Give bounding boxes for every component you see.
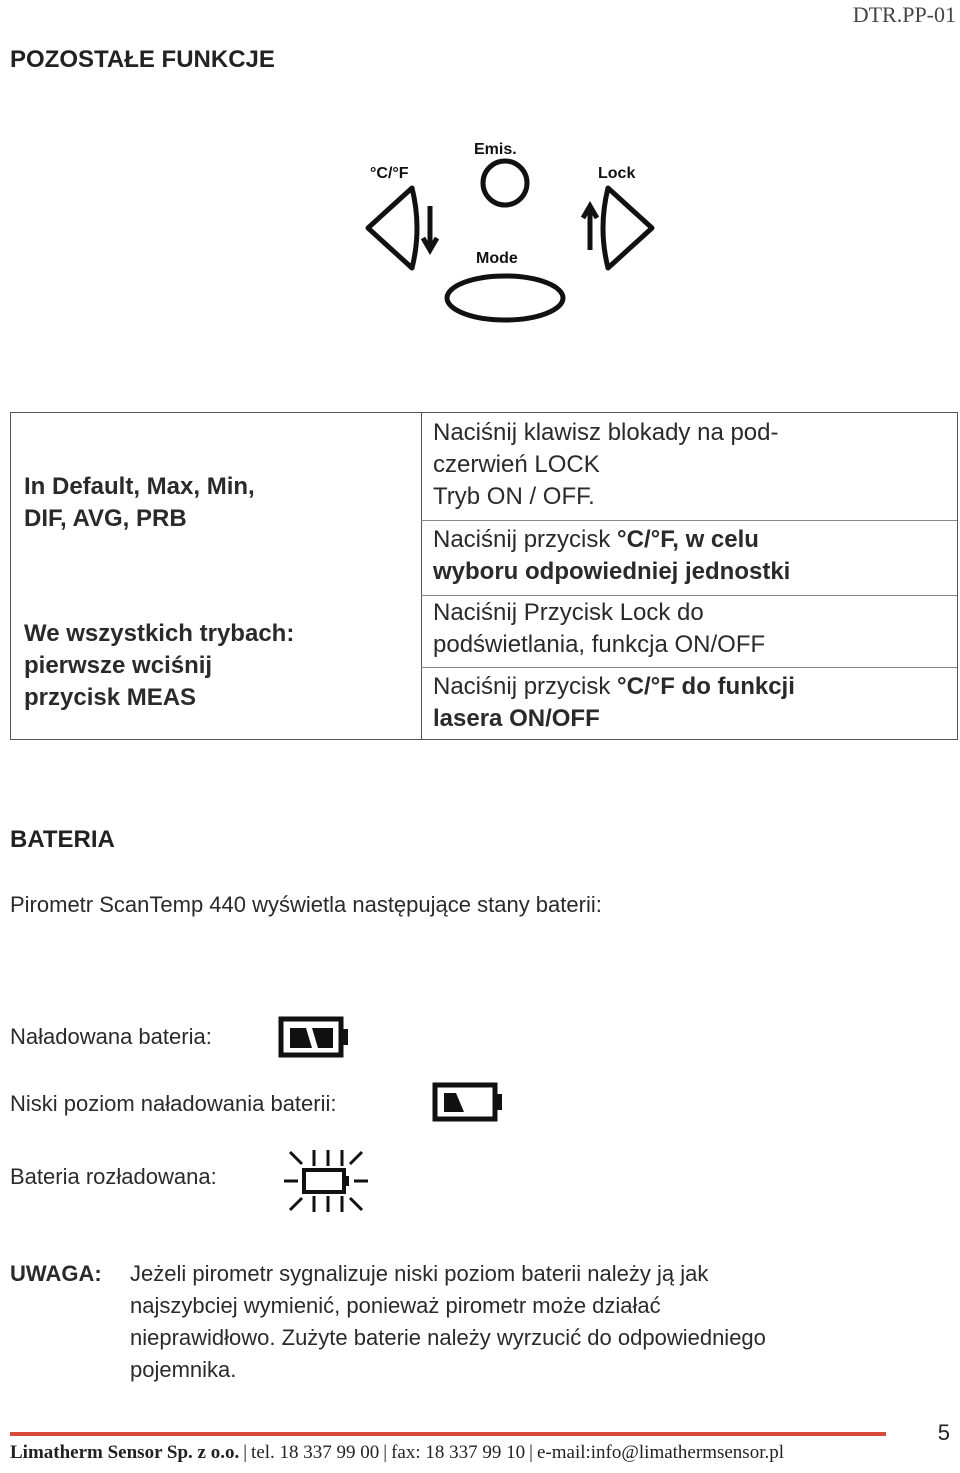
battery-intro: Pirometr ScanTemp 440 wyświetla następujące stany baterii: (10, 892, 602, 917)
note-line: pojemnika. (130, 1357, 237, 1382)
lock-description (433, 417, 953, 513)
note-line: najszybciej wymienić, ponieważ pirometr może działać (130, 1293, 661, 1318)
note-line: nieprawidłowo. Zużyte baterie należy wyrzucić do odpowiedniego (130, 1325, 766, 1350)
desc-line: Naciśnij Przycisk Lock do (433, 599, 704, 626)
down-arrow-icon (423, 206, 437, 250)
battery-low-label: Niski poziom naładowania baterii: (10, 1091, 337, 1116)
desc-text: Naciśnij przycisk (433, 673, 618, 700)
note-label: UWAGA: (10, 1261, 102, 1286)
mode-button-icon (447, 276, 563, 320)
lock-key-label: Lock (598, 165, 636, 182)
desc-bold: lasera ON/OFF (433, 705, 600, 732)
battery-empty-blinking-icon (284, 1148, 368, 1214)
desc-line: podświetlania, funkcja ON/OFF (433, 631, 766, 658)
desc-line: czerwień LOCK (433, 451, 600, 478)
note-line: Jeżeli pirometr sygnalizuje niski poziom baterii należy ją jak (130, 1261, 709, 1286)
emis-key-label: Emis. (474, 141, 517, 158)
desc-bold: °C/°F, w celu (617, 526, 759, 553)
backlight-description (433, 597, 953, 661)
laser-description (433, 671, 953, 735)
keypad-diagram (350, 128, 670, 338)
left-arrow-button-icon (368, 188, 417, 268)
desc-text: Naciśnij przycisk (433, 526, 618, 553)
battery-full-icon (278, 1016, 350, 1058)
mode-cell-line: In Default, Max, Min, (24, 473, 255, 500)
footer-phone: tel. 18 337 99 00 (251, 1442, 380, 1463)
section-title: POZOSTAŁE FUNKCJE (10, 46, 275, 73)
desc-bold: wyboru odpowiedniej jednostki (433, 558, 791, 585)
footer-email: e-mail:info@limathermsensor.pl (536, 1442, 784, 1463)
footer-company: Limatherm Sensor Sp. z o.o. (10, 1442, 240, 1463)
desc-line: Tryb ON / OFF. (433, 483, 595, 510)
table-divider (421, 413, 422, 739)
battery-low-icon (432, 1082, 504, 1122)
battery-full-label: Naładowana bateria: (10, 1024, 212, 1049)
note-text (130, 1258, 940, 1386)
battery-empty-label: Bateria rozładowana: (10, 1164, 217, 1189)
unit-description (433, 524, 953, 588)
row-divider (421, 520, 957, 521)
unit-key-label: °C/°F (370, 165, 409, 182)
right-arrow-button-icon (603, 188, 652, 268)
row-divider (421, 595, 957, 596)
desc-bold: °C/°F do funkcji (617, 673, 795, 700)
page-number: 5 (937, 1420, 950, 1445)
desc-line: Naciśnij klawisz blokady na pod- (433, 419, 779, 446)
mode-key-label: Mode (476, 250, 518, 267)
all-modes-line: We wszystkich trybach: (24, 620, 295, 647)
document-code: DTR.PP-01 (852, 2, 956, 27)
all-modes-cell (24, 618, 294, 714)
all-modes-line: pierwsze wciśnij (24, 652, 213, 679)
row-divider (421, 667, 957, 668)
footer-fax: fax: 18 337 99 10 (391, 1442, 526, 1463)
footer-rule (10, 1432, 886, 1436)
footer: Limatherm Sensor Sp. z o.o. | tel. 18 337 99 00 | fax: 18 337 99 10 | e-mail:info@limathermsensor.pl (10, 1442, 784, 1463)
function-table (10, 412, 958, 740)
mode-cell (24, 471, 255, 535)
mode-cell-line: DIF, AVG, PRB (24, 505, 187, 532)
up-arrow-icon (583, 206, 597, 250)
warning-note (10, 1258, 940, 1386)
all-modes-line: przycisk MEAS (24, 684, 197, 711)
emis-button-icon (483, 161, 527, 205)
battery-title: BATERIA (10, 826, 115, 853)
